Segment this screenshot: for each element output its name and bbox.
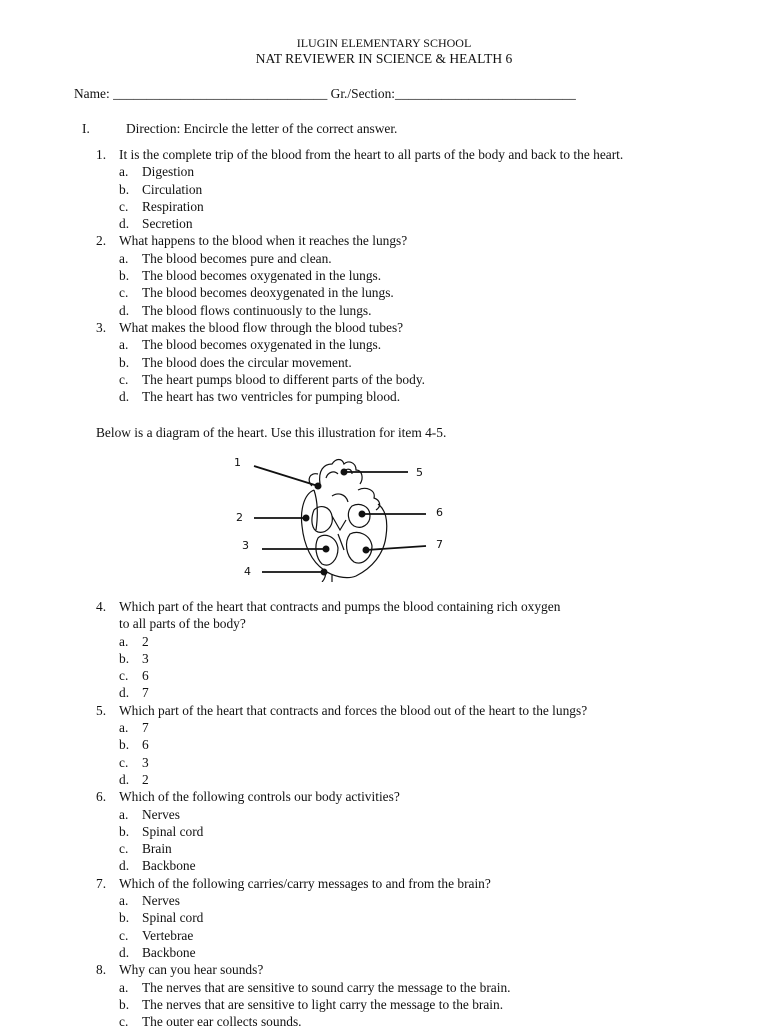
answer-option[interactable] [96,1013,736,1030]
answer-option[interactable] [96,302,736,319]
option-text: 7 [142,685,149,701]
school-name: ILUGIN ELEMENTARY SCHOOL [296,36,472,50]
option-letter: c. [119,754,129,770]
diagram-label-1: 1 [234,456,241,469]
answer-option[interactable] [96,719,736,736]
diagram-label-7: 7 [436,538,443,551]
option-letter: d. [119,389,130,405]
answer-option[interactable] [96,354,736,371]
question-2 [96,232,736,318]
answer-option[interactable] [96,927,736,944]
option-letter: b. [119,910,130,926]
option-text: 2 [142,633,149,649]
option-letter: b. [119,181,130,197]
diagram-labels [234,456,443,578]
questions-4-8 [96,598,736,1030]
option-text: Spinal cord [142,910,204,926]
question-number: 1. [96,147,107,162]
part-number: I. [82,121,90,136]
diagram-label-5: 5 [416,466,423,479]
answer-option[interactable] [96,267,736,284]
name-label: Name: [74,86,110,101]
diagram-label-2: 2 [236,511,243,524]
option-text: The blood does the circular movement. [142,354,352,370]
leader-lines [254,466,426,572]
option-text: Nerves [142,806,180,822]
option-letter: c. [119,285,129,301]
question-text-continued: to all parts of the body? [119,616,246,632]
answer-option[interactable] [96,944,736,961]
question-number: 4. [96,599,107,614]
heart-diagram [228,450,458,582]
option-letter: b. [119,268,130,284]
question-text: Why can you hear sounds? [119,962,264,978]
diagram-intro: Below is a diagram of the heart. Use this illustration for item 4-5. [96,425,447,440]
diagram-label-4: 4 [244,565,251,578]
answer-option[interactable] [96,650,736,667]
option-letter: c. [119,198,129,214]
option-letter: a. [119,164,129,180]
answer-option[interactable] [96,892,736,909]
option-text: The blood becomes oxygenated in the lungs. [142,337,382,353]
answer-option[interactable] [96,979,736,996]
option-text: The heart has two ventricles for pumping blood. [142,389,401,405]
option-text: Digestion [142,164,195,180]
option-text: 3 [142,650,149,666]
option-text: The nerves that are sensitive to sound carry the message to the brain. [142,979,511,995]
question-3 [96,319,736,405]
direction-text: Direction: Encircle the letter of the correct answer. [126,121,398,136]
answer-option[interactable] [96,806,736,823]
diagram-label-6: 6 [436,506,443,519]
option-letter: b. [119,737,130,753]
answer-option[interactable] [96,388,736,405]
student-info-line [74,86,576,102]
answer-option[interactable] [96,840,736,857]
answer-option[interactable] [96,823,736,840]
option-text: The blood becomes deoxygenated in the lungs. [142,285,394,301]
option-letter: a. [119,979,129,995]
question-1 [96,146,736,232]
option-text: 6 [142,668,149,684]
option-letter: d. [119,302,130,318]
option-text: The nerves that are sensitive to light carry the message to the brain. [142,996,504,1012]
option-text: The blood becomes oxygenated in the lungs. [142,268,382,284]
answer-option[interactable] [96,754,736,771]
option-letter: c. [119,668,129,684]
question-text: What makes the blood flow through the blood tubes? [119,319,404,335]
option-text: The heart pumps blood to different parts of the body. [142,371,425,387]
answer-option[interactable] [96,198,736,215]
answer-option[interactable] [96,667,736,684]
option-text: The blood flows continuously to the lungs. [142,302,372,318]
answer-option[interactable] [96,736,736,753]
answer-option[interactable] [96,181,736,198]
question-number: 5. [96,702,107,718]
question-number: 3. [96,319,107,335]
question-8 [96,961,736,1030]
option-letter: a. [119,720,129,736]
option-letter: d. [119,771,130,787]
option-text: Vertebrae [142,927,194,943]
option-text: 2 [142,771,149,787]
option-text: Circulation [142,181,203,197]
question-text: Which part of the heart that contracts and pumps the blood containing rich oxygen [119,599,561,614]
option-letter: d. [119,216,130,232]
option-letter: c. [119,1014,129,1030]
option-letter: c. [119,841,129,857]
question-number: 7. [96,875,107,891]
question-text: What happens to the blood when it reaches the lungs? [119,233,408,249]
option-letter: b. [119,354,130,370]
answer-option[interactable] [96,857,736,874]
answer-option[interactable] [96,684,736,701]
question-text: Which of the following controls our body activities? [119,789,400,805]
answer-option[interactable] [96,336,736,353]
answer-option[interactable] [96,215,736,232]
question-6 [96,788,736,874]
answer-option[interactable] [96,771,736,788]
answer-option[interactable] [96,163,736,180]
option-letter: b. [119,996,130,1012]
option-letter: a. [119,633,129,649]
option-letter: d. [119,858,130,874]
answer-option[interactable] [96,371,736,388]
option-letter: c. [119,927,129,943]
answer-option[interactable] [96,909,736,926]
option-text: 6 [142,737,149,753]
option-letter: b. [119,650,130,666]
question-text: It is the complete trip of the blood from the heart to all parts of the body and back to the heart. [119,147,624,162]
option-text: Spinal cord [142,823,204,839]
questions-1-3 [96,146,736,405]
answer-option[interactable] [96,250,736,267]
question-number: 8. [96,962,107,978]
section-label: Gr./Section: [330,86,396,101]
answer-option[interactable] [96,996,736,1013]
question-5 [96,702,736,788]
option-text: Backbone [142,944,196,960]
option-text: Nerves [142,893,180,909]
option-letter: a. [119,250,129,266]
question-4 [96,598,736,702]
option-letter: b. [119,823,130,839]
answer-option[interactable] [96,284,736,301]
option-text: Brain [142,841,172,857]
option-letter: a. [119,893,129,909]
option-text: Respiration [142,198,204,214]
option-letter: d. [119,685,130,701]
option-text: Secretion [142,216,193,232]
option-text: 3 [142,754,149,770]
question-number: 2. [96,233,107,249]
option-text: Backbone [142,858,196,874]
diagram-label-3: 3 [242,539,249,552]
question-text: Which of the following carries/carry messages to and from the brain? [119,875,491,891]
option-letter: a. [119,337,129,353]
option-text: 7 [142,720,149,736]
question-text: Which part of the heart that contracts and forces the blood out of the heart to the lungs? [119,702,588,718]
option-letter: c. [119,371,129,387]
section-blank: ___________________________ [395,86,576,101]
answer-option[interactable] [96,633,736,650]
name-blank: ________________________________ [113,86,328,101]
option-letter: d. [119,944,130,960]
option-text: The outer ear collects sounds. [142,1014,302,1030]
question-number: 6. [96,789,107,805]
option-letter: a. [119,806,129,822]
document-title: NAT REVIEWER IN SCIENCE & HEALTH 6 [255,51,513,66]
heart-outline [302,460,387,583]
question-7 [96,875,736,961]
option-text: The blood becomes pure and clean. [142,250,332,266]
